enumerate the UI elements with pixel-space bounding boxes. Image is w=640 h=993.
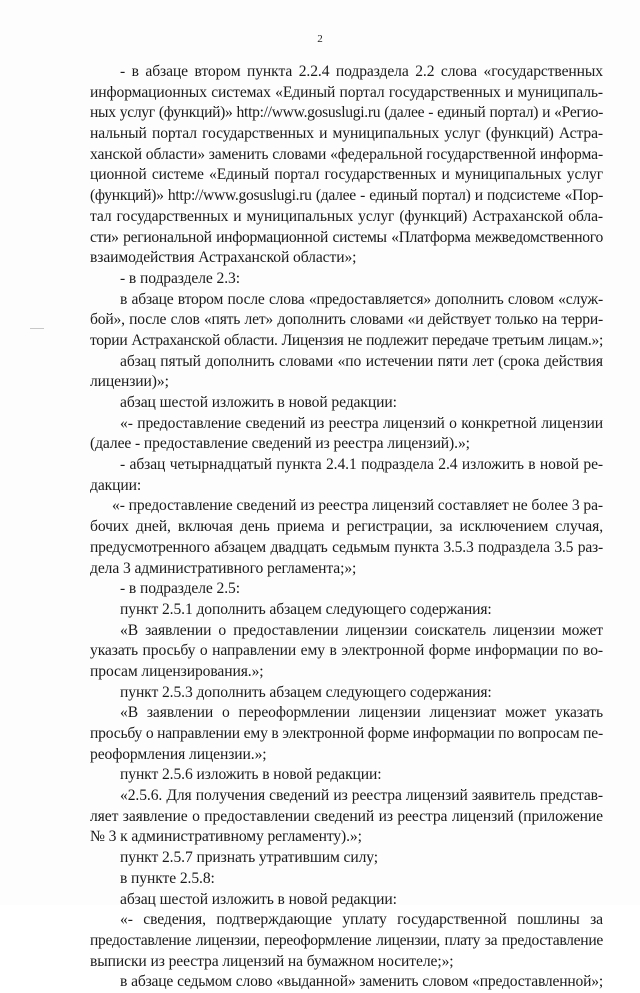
- text-line: предусмотренного абзацем двадцать седьмым пункта 3.5.3 подраздела 3.5 раз-: [90, 538, 603, 556]
- text-line: тории Астраханской области. Лицензия не подлежит передаче третьим лицам.»;: [90, 331, 603, 349]
- text-line: ных услуг (функций)» http://www.gosuslugi.ru (далее - единый портал) и «Регио-: [90, 104, 603, 122]
- text-line: дела 3 административного регламента;»;: [90, 559, 357, 577]
- text-line: тал государственных и муниципальных услуг (функций) Астраханской обла-: [90, 207, 603, 225]
- text-line: «- предоставление сведений из реестра лицензий о конкретной лицензии: [120, 414, 603, 432]
- text-line: ханской области» заменить словами «федеральной государственной информа-: [90, 145, 604, 163]
- text-line: «В заявлении о предоставлении лицензии соискатель лицензии может: [120, 621, 603, 639]
- text-line: - в абзаце втором пункта 2.2.4 подраздела 2.2 слова «государственных: [120, 63, 603, 80]
- text-line: абзац пятый дополнить словами «по истечении пяти лет (срока действия: [120, 352, 603, 370]
- text-line: - в подразделе 2.5:: [120, 580, 240, 598]
- text-line: выписки из реестра лицензий на бумажном носителе;»;: [90, 952, 454, 970]
- text-line: - в подразделе 2.3:: [120, 269, 240, 287]
- text-line: (функций)» http://www.gosuslugi.ru (далее - единый портал) и подсистеме «Пор-: [90, 187, 603, 205]
- text-line: абзац шестой изложить в новой редакции:: [120, 890, 397, 908]
- text-line: взаимодействия Астраханской области»;: [90, 249, 357, 267]
- text-line: предоставление лицензии, переоформление лицензии, плату за предоставление: [90, 931, 603, 949]
- text-line: № 3 к административному регламенту).»;: [90, 828, 362, 846]
- page-number: 2: [317, 33, 323, 45]
- text-line: ляет заявление о предоставлении сведений из реестра лицензий (приложение: [90, 807, 603, 825]
- text-line: (далее - предоставление сведений из реестра лицензий).»;: [90, 435, 470, 453]
- text-line: - абзац четырнадцатый пункта 2.4.1 подраздела 2.4 изложить в новой ре-: [120, 456, 603, 474]
- document-body: [90, 62, 603, 993]
- text-line: в абзаце втором после слова «предоставляется» дополнить словом «служ-: [120, 290, 603, 308]
- text-line: в абзаце седьмом слово «выданной» заменить словом «предоставленной»;: [120, 973, 603, 991]
- text-line: бой», после слов «пять лет» дополнить словами «и действует только на терри-: [90, 311, 603, 329]
- text-line: пункт 2.5.7 признать утратившим силу;: [120, 849, 379, 867]
- text-line: просам лицензирования.»;: [90, 662, 264, 680]
- text-line: информационных системах «Единый портал государственных и муниципаль-: [90, 83, 603, 101]
- text-line: лицензии)»;: [90, 373, 169, 391]
- text-line: бочих дней, включая день приема и регистрации, за исключением случая,: [90, 518, 603, 536]
- text-line: «2.5.6. Для получения сведений из реестра лицензий заявитель представ-: [120, 787, 603, 805]
- text-line: пункт 2.5.3 дополнить абзацем следующего содержания:: [120, 683, 492, 701]
- text-line: указать просьбу о направлении ему в электронной форме информации по во-: [90, 642, 603, 660]
- text-line: просьбу о направлении ему в электронной форме информации по вопросам пе-: [90, 725, 603, 742]
- text-line: в пункте 2.5.8:: [120, 869, 215, 887]
- text-line: пункт 2.5.6 изложить в новой редакции:: [120, 766, 382, 784]
- text-line: «В заявлении о переоформлении лицензии лицензиат может указать: [120, 704, 603, 722]
- scan-margin-mark: [30, 328, 44, 329]
- text-line: «- сведения, подтверждающие уплату государственной пошлины за: [120, 911, 603, 929]
- text-line: реоформления лицензии.»;: [90, 745, 267, 763]
- text-line: пункт 2.5.1 дополнить абзацем следующего содержания:: [120, 600, 492, 618]
- text-line: сти» региональной информационной системы «Платформа межведомственного: [90, 228, 603, 246]
- text-line: дакции:: [90, 476, 142, 494]
- text-line: «- предоставление сведений из реестра лицензий составляет не более 3 ра-: [112, 497, 603, 515]
- text-line: абзац шестой изложить в новой редакции:: [120, 394, 397, 411]
- text-line: ционной системе «Единый портал государственных и муниципальных услуг: [90, 166, 603, 184]
- text-line: нальный портал государственных и муниципальных услуг (функций) Астра-: [90, 125, 603, 143]
